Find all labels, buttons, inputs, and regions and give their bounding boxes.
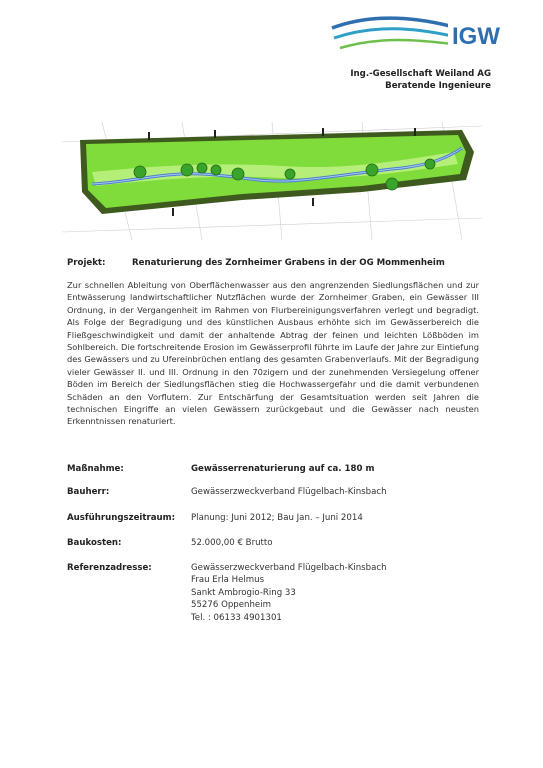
project-title: Renaturierung des Zornheimer Grabens in der OG Mommenheim — [132, 258, 445, 268]
bauherr-label: Bauherr: — [67, 487, 110, 497]
referenz-line: Frau Erla Helmus — [191, 575, 265, 586]
bauherr-value: Gewässerzweckverband Flügelbach-Kinsbach — [191, 487, 387, 497]
zeitraum-value: Planung: Juni 2012; Bau Jan. – Juni 2014 — [191, 513, 363, 523]
project-description: Zur schnellen Ableitung von Oberflächenwasser aus den angrenzenden Siedlungsflächen und zur Entwässerung landwirtschaftlicher Nutzflächen wurde der Zornheimer Graben, ein Gewässer III Ordnung, in der Vergangenheit im Rahmen von Flurbereinigungsverfahren verlegt und begradigt. Als Folge der Begradigung und des künstlichen Ausbaus erhöhte sich im Gewässerbereich die Fließgeschwindigkeit und damit der anhaltende Abtrag der feinen und leichten Lößböden im Sohlbereich. Die fortschreitende Erosion im Gewässerprofil führte im Laufe der Jahre zur Eintiefung des Gewässers und zu Ufereinbrüchen entlang des gesamten Grabenverlaufs. Mit der Begradigung vieler Gewässer II. und III. Ordnung in den 70zigern und der zunehmenden Versiegelung offener Böden im Bereich der Siedlungsflächen stieg die Hochwassergefahr und die damit verbundenen Schäden an den Vorflutern. Zur Entschärfung der Gesamtsituation werden seit Jahren die technischen Eingriffe an vielen Gewässern zurückgebaut und die Gewässer nach neusten Erkenntnissen renaturiert. — [67, 280, 479, 427]
company-name: Ing.-Gesellschaft Weiland AG — [350, 69, 491, 79]
zeitraum-label: Ausführungszeitraum: — [67, 513, 176, 523]
site-plan-image — [62, 122, 482, 240]
referenz-address — [191, 562, 387, 624]
project-label: Projekt: — [67, 258, 106, 268]
baukosten-label: Baukosten: — [67, 538, 122, 548]
referenz-line: 55276 Oppenheim — [191, 600, 271, 611]
referenz-line: Sankt Ambrogio-Ring 33 — [191, 587, 296, 598]
referenz-label: Referenzadresse: — [67, 563, 152, 573]
igw-logo-icon — [330, 14, 500, 56]
svg-text:IGW: IGW — [452, 23, 500, 50]
igw-logo — [330, 14, 500, 56]
massnahme-label: Maßnahme: — [67, 464, 124, 474]
massnahme-value: Gewässerrenaturierung auf ca. 180 m — [191, 464, 375, 474]
company-subtitle: Beratende Ingenieure — [385, 81, 491, 91]
referenz-line: Gewässerzweckverband Flügelbach-Kinsbach — [191, 563, 387, 573]
referenz-line: Tel. : 06133 4901301 — [191, 612, 282, 623]
baukosten-value: 52.000,00 € Brutto — [191, 538, 273, 548]
company-block — [350, 68, 491, 92]
